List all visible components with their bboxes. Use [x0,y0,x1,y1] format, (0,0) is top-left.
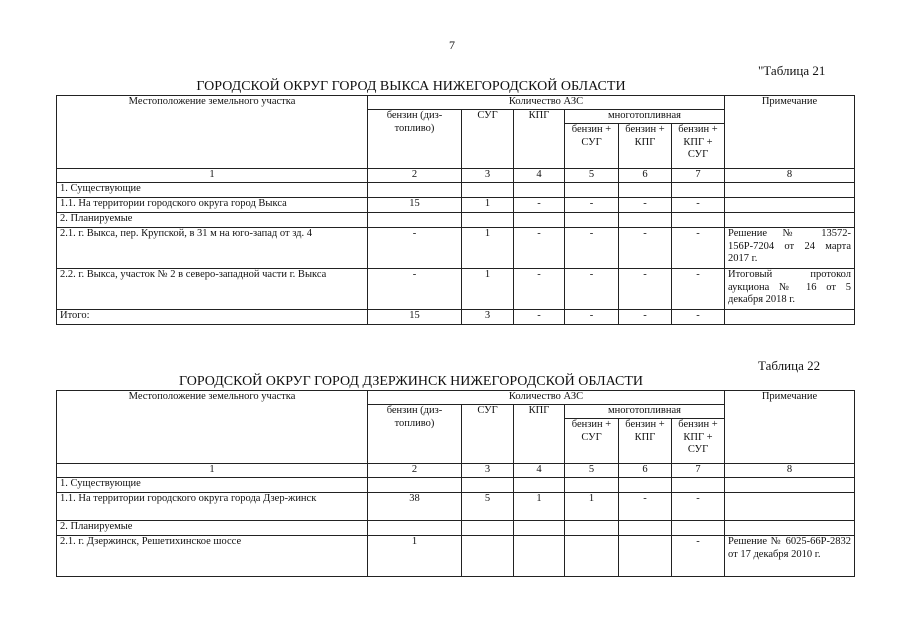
row-count: - [672,228,725,269]
row-count: - [619,269,672,310]
table-row [57,536,855,577]
row-location: 2. Планируемые [57,213,368,228]
row-count: 1 [565,493,619,521]
header-lpg: СУГ [462,110,514,169]
row-count [514,521,565,536]
page-number: 7 [449,38,455,52]
table-row [57,310,855,325]
col-num: 8 [725,464,855,478]
row-location: 2. Планируемые [57,521,368,536]
row-count: - [619,198,672,213]
header-location: Местоположение земельного участка [57,391,368,464]
row-count [514,478,565,493]
row-count: - [565,198,619,213]
row-note [725,521,855,536]
row-count: - [672,493,725,521]
row-count [672,521,725,536]
row-count [619,478,672,493]
row-count: - [565,228,619,269]
row-count: 15 [368,310,462,325]
row-count: 15 [368,198,462,213]
row-count: - [514,228,565,269]
row-count [514,213,565,228]
header-petrol: бензин (диз-топливо) [368,110,462,169]
row-location: 1. Существующие [57,183,368,198]
table-row [57,269,855,310]
row-note [725,493,855,521]
row-count [672,213,725,228]
row-count [462,478,514,493]
row-count: - [619,310,672,325]
table-row [57,478,855,493]
row-count: - [672,269,725,310]
header-note: Примечание [725,391,855,464]
row-count [462,521,514,536]
row-count: 1 [462,228,514,269]
header-lpg: СУГ [462,405,514,464]
header-cng: КПГ [514,110,565,169]
row-location: 1.1. На территории городского округа города Дзер-жинск [57,493,368,521]
col-num: 6 [619,464,672,478]
col-num: 1 [57,464,368,478]
row-count [619,536,672,577]
row-note [725,213,855,228]
col-num: 2 [368,464,462,478]
row-count: - [672,310,725,325]
table-22 [56,390,855,577]
header-petrol-cng-lpg: бензин + КПГ + СУГ [672,124,725,169]
row-location: 2.1. г. Дзержинск, Решетихинское шоссе [57,536,368,577]
header-note: Примечание [725,96,855,169]
header-petrol-lpg: бензин + СУГ [565,124,619,169]
row-count: 5 [462,493,514,521]
row-count: - [672,198,725,213]
col-num: 5 [565,464,619,478]
row-count: - [368,269,462,310]
row-count [565,521,619,536]
row-count: - [565,310,619,325]
row-count [619,213,672,228]
row-count: 3 [462,310,514,325]
header-petrol-cng: бензин + КПГ [619,124,672,169]
row-note [725,183,855,198]
header-petrol: бензин (диз-топливо) [368,405,462,464]
row-count [462,183,514,198]
row-count [565,478,619,493]
header-petrol-cng: бензин + КПГ [619,419,672,464]
table-21 [56,95,855,325]
row-count [565,183,619,198]
col-num: 5 [565,169,619,183]
row-location: 2.1. г. Выкса, пер. Крупской, в 31 м на юго-запад от зд. 4 [57,228,368,269]
row-note [725,198,855,213]
table-row [57,213,855,228]
header-multi: многотопливная [565,110,725,124]
header-location: Местоположение земельного участка [57,96,368,169]
table-row [57,521,855,536]
col-num: 3 [462,169,514,183]
col-num: 4 [514,169,565,183]
row-count [672,183,725,198]
row-count: - [368,228,462,269]
row-count: - [672,536,725,577]
row-count [368,478,462,493]
row-location: 1. Существующие [57,478,368,493]
row-count [514,183,565,198]
row-count [565,213,619,228]
row-note: Решение № 6025-66Р-2832 от 17 декабря 2010 г. [725,536,855,577]
row-count [368,183,462,198]
col-num: 1 [57,169,368,183]
row-note: Итоговый протокол аукциона № 16 от 5 декабря 2018 г. [725,269,855,310]
row-location: 2.2. г. Выкса, участок № 2 в северо-западной части г. Выкса [57,269,368,310]
table-21-label: "Таблица 21 [758,63,826,78]
header-count: Количество АЗС [368,391,725,405]
row-count [619,521,672,536]
table-row [57,198,855,213]
row-count [514,536,565,577]
row-note: Решение № 13572-156Р-7204 от 24 марта 2017 г. [725,228,855,269]
table-21-title: ГОРОДСКОЙ ОКРУГ ГОРОД ВЫКСА НИЖЕГОРОДСКОЙ ОБЛАСТИ [196,79,626,94]
header-multi: многотопливная [565,405,725,419]
table-22-label: Таблица 22 [758,358,821,373]
col-num: 2 [368,169,462,183]
row-count: - [514,310,565,325]
row-count [565,536,619,577]
row-count: - [565,269,619,310]
row-count: 1 [514,493,565,521]
row-note [725,478,855,493]
table-row [57,183,855,198]
row-location: 1.1. На территории городского округа город Выкса [57,198,368,213]
row-location: Итого: [57,310,368,325]
row-count [368,521,462,536]
col-num: 7 [672,169,725,183]
row-count: - [619,228,672,269]
row-count: 38 [368,493,462,521]
col-num: 4 [514,464,565,478]
row-count [368,213,462,228]
row-count: - [619,493,672,521]
row-count: 1 [462,269,514,310]
col-num: 6 [619,169,672,183]
table-22-title: ГОРОДСКОЙ ОКРУГ ГОРОД ДЗЕРЖИНСК НИЖЕГОРОДСКОЙ ОБЛАСТИ [178,374,644,389]
header-cng: КПГ [514,405,565,464]
row-count: 1 [368,536,462,577]
row-count [462,536,514,577]
row-note [725,310,855,325]
col-num: 3 [462,464,514,478]
row-count [619,183,672,198]
header-petrol-lpg: бензин + СУГ [565,419,619,464]
row-count [462,213,514,228]
col-num: 7 [672,464,725,478]
row-count [672,478,725,493]
row-count: - [514,198,565,213]
table-row [57,228,855,269]
header-petrol-cng-lpg: бензин + КПГ + СУГ [672,419,725,464]
row-count: - [514,269,565,310]
header-count: Количество АЗС [368,96,725,110]
col-num: 8 [725,169,855,183]
row-count: 1 [462,198,514,213]
table-row [57,493,855,521]
